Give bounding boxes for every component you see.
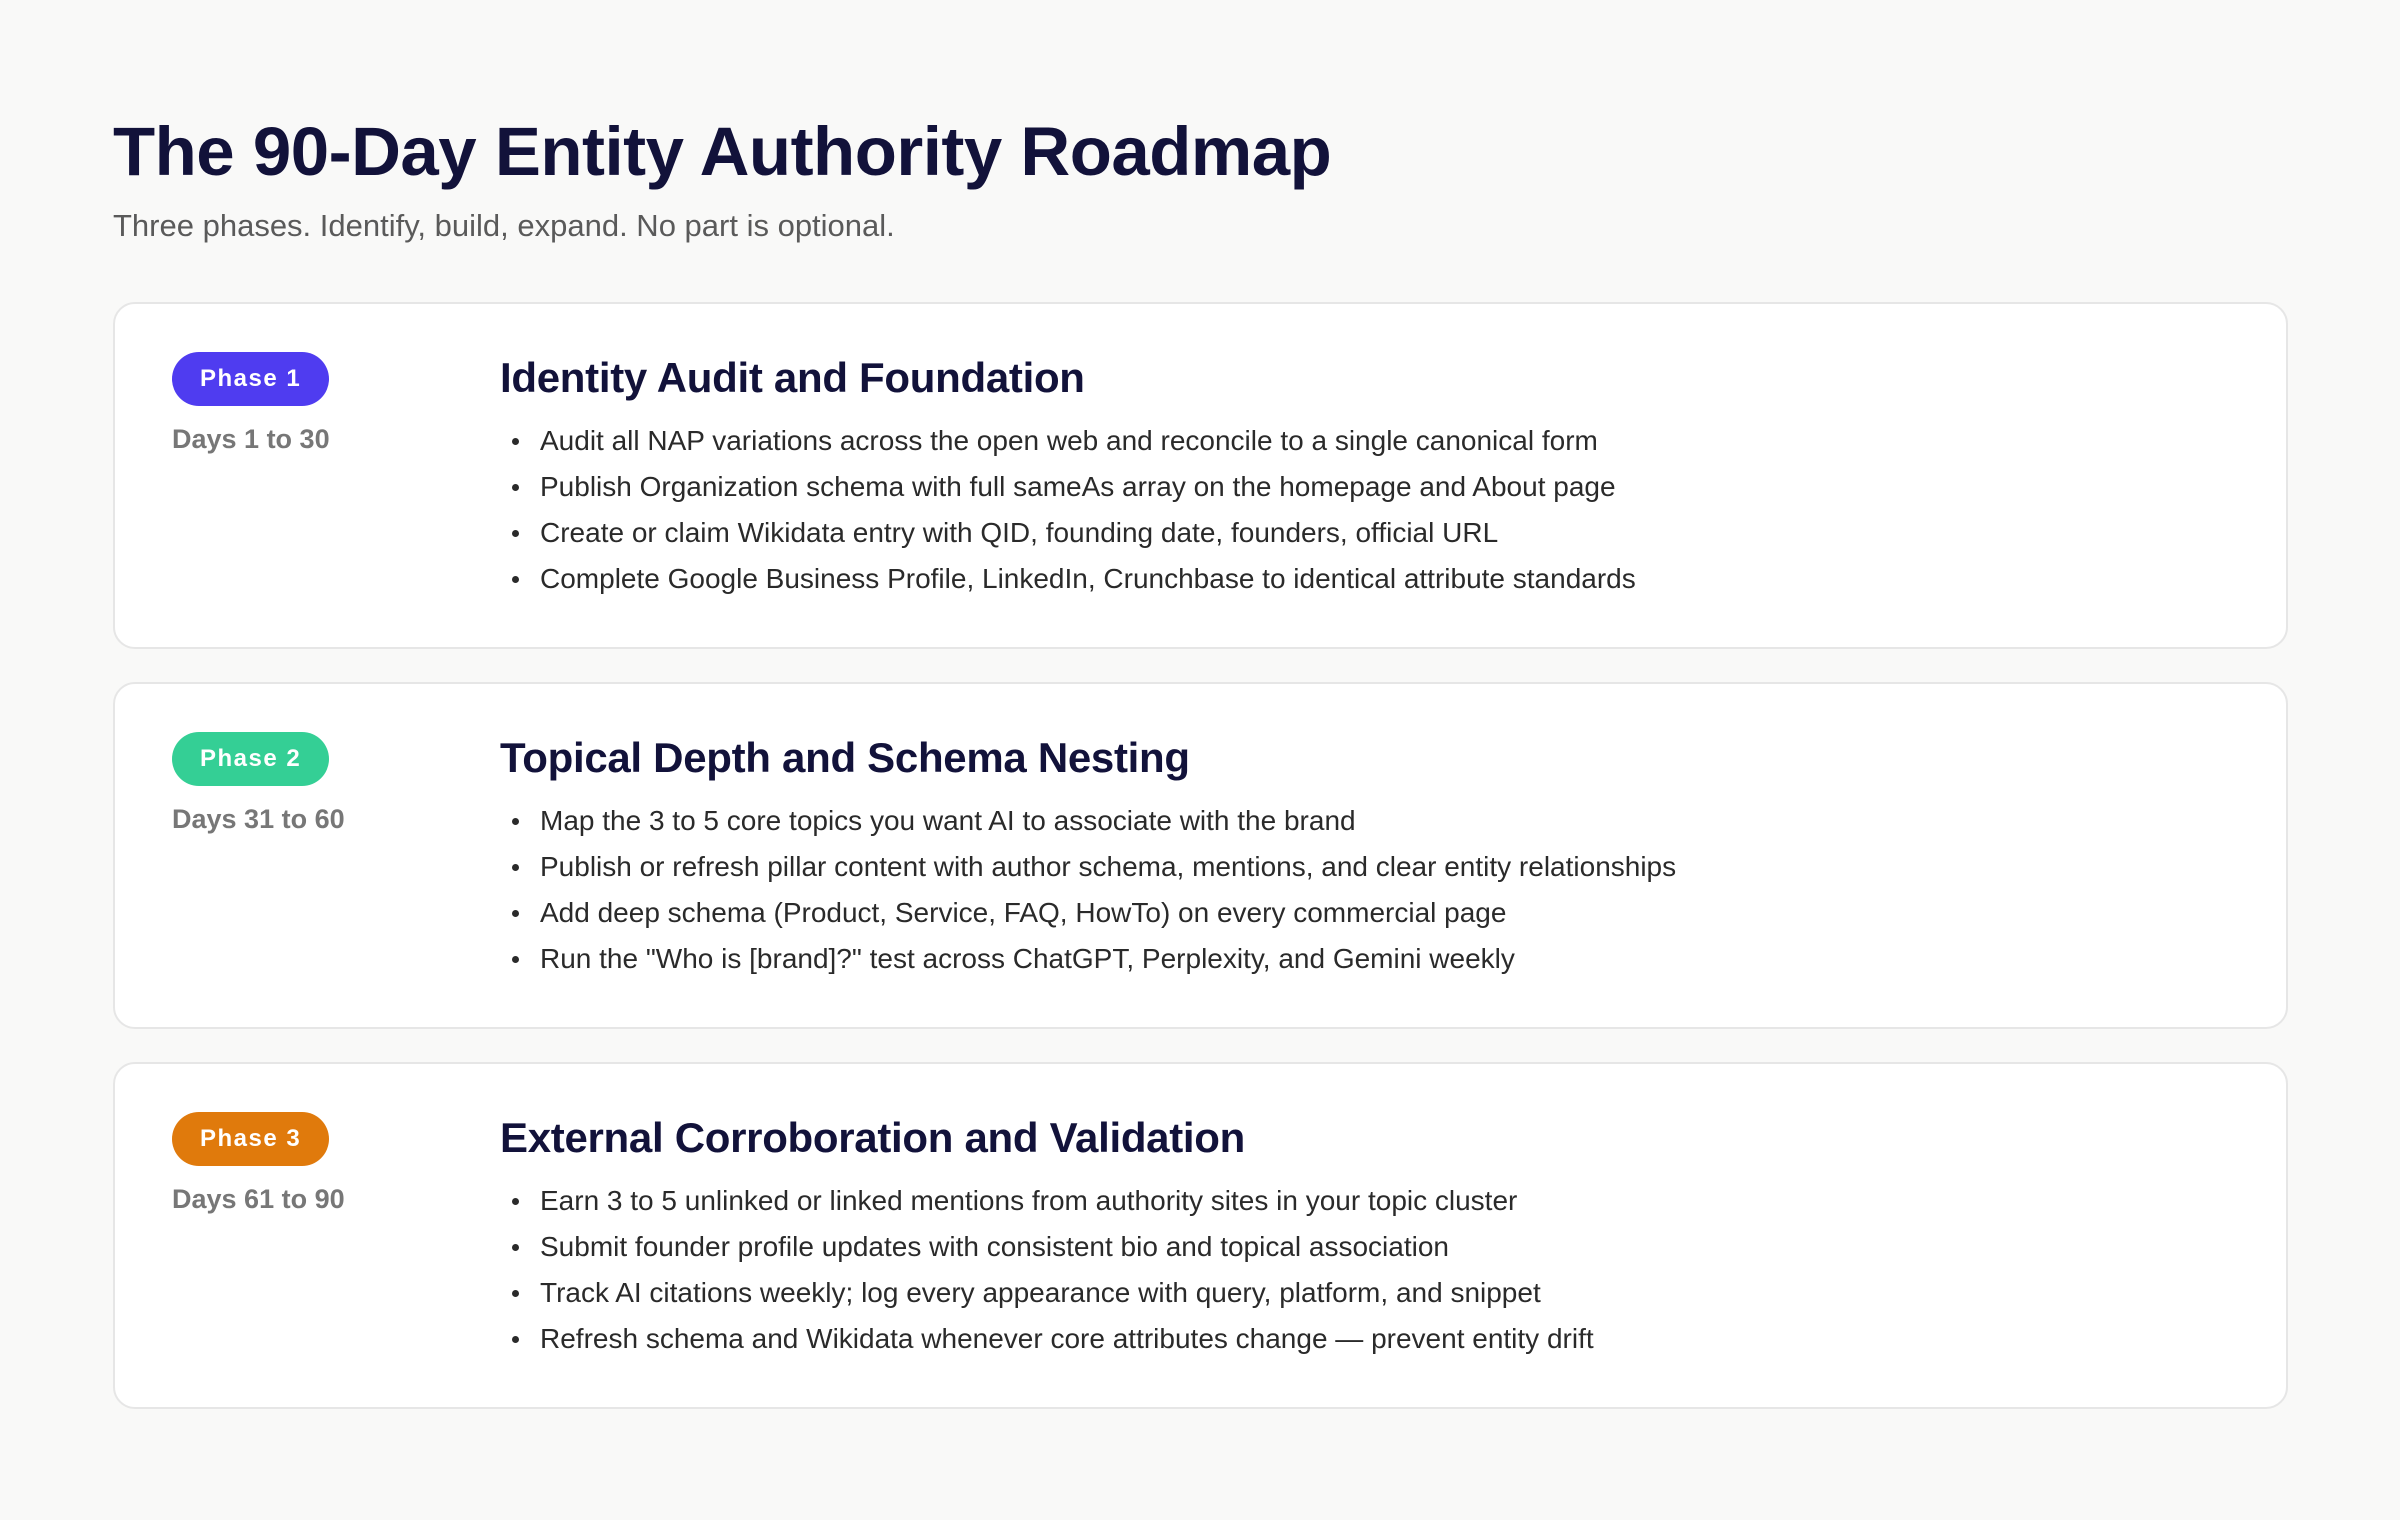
bullet-dot-icon — [512, 530, 519, 537]
phase-content — [500, 1110, 2240, 1362]
phase-task-list — [500, 418, 2240, 602]
phase-content — [500, 730, 2240, 982]
phase-task-item — [500, 1224, 2240, 1270]
bullet-dot-icon — [512, 438, 519, 445]
phase-days: Days 1 to 30 — [172, 424, 330, 454]
task-text: Earn 3 to 5 unlinked or linked mentions from authority sites in your topic cluster — [540, 1185, 1518, 1216]
phase-task-item — [500, 798, 2240, 844]
phase-task-item — [500, 844, 2240, 890]
phase-task-list — [500, 798, 2240, 982]
task-text: Refresh schema and Wikidata whenever core attributes change — prevent entity drift — [540, 1323, 1594, 1354]
task-text: Publish Organization schema with full sameAs array on the homepage and About page — [540, 471, 1616, 502]
phase-task-item — [500, 936, 2240, 982]
phase-task-item — [500, 1270, 2240, 1316]
phase-meta — [172, 1112, 492, 1216]
phase-content — [500, 350, 2240, 602]
page-subtitle: Three phases. Identify, build, expand. No part is optional. — [113, 208, 895, 243]
phase-card-2 — [113, 682, 2288, 1029]
bullet-dot-icon — [512, 1198, 519, 1205]
bullet-dot-icon — [512, 910, 519, 917]
phase-task-item — [500, 1316, 2240, 1362]
bullet-dot-icon — [512, 1290, 519, 1297]
phase-badge: Phase 2 — [172, 732, 329, 786]
task-text: Add deep schema (Product, Service, FAQ, HowTo) on every commercial page — [540, 897, 1507, 928]
bullet-dot-icon — [512, 956, 519, 963]
phase-task-item — [500, 556, 2240, 602]
bullet-dot-icon — [512, 1244, 519, 1251]
bullet-dot-icon — [512, 484, 519, 491]
task-text: Audit all NAP variations across the open web and reconcile to a single canonical form — [540, 425, 1598, 456]
phase-title: Topical Depth and Schema Nesting — [500, 734, 1190, 781]
task-text: Create or claim Wikidata entry with QID, founding date, founders, official URL — [540, 517, 1499, 548]
task-text: Publish or refresh pillar content with author schema, mentions, and clear entity relationships — [540, 851, 1677, 882]
phase-card-3 — [113, 1062, 2288, 1409]
phase-task-item — [500, 510, 2240, 556]
bullet-dot-icon — [512, 864, 519, 871]
phase-days: Days 61 to 90 — [172, 1184, 345, 1214]
page-title: The 90-Day Entity Authority Roadmap — [113, 113, 1332, 190]
phase-task-item — [500, 1178, 2240, 1224]
bullet-dot-icon — [512, 818, 519, 825]
phase-task-item — [500, 464, 2240, 510]
phase-days: Days 31 to 60 — [172, 804, 345, 834]
bullet-dot-icon — [512, 1336, 519, 1343]
phase-card-1 — [113, 302, 2288, 649]
task-text: Map the 3 to 5 core topics you want AI to associate with the brand — [540, 805, 1356, 836]
phase-meta — [172, 732, 492, 836]
phase-task-item — [500, 418, 2240, 464]
phase-meta — [172, 352, 492, 456]
task-text: Submit founder profile updates with consistent bio and topical association — [540, 1231, 1449, 1262]
phase-task-list — [500, 1178, 2240, 1362]
phase-badge: Phase 3 — [172, 1112, 329, 1166]
phase-task-item — [500, 890, 2240, 936]
phase-list — [113, 302, 2288, 1409]
task-text: Track AI citations weekly; log every appearance with query, platform, and snippet — [540, 1277, 1541, 1308]
roadmap-page — [113, 112, 2288, 1442]
bullet-dot-icon — [512, 576, 519, 583]
task-text: Run the "Who is [brand]?" test across ChatGPT, Perplexity, and Gemini weekly — [540, 943, 1515, 974]
phase-title: External Corroboration and Validation — [500, 1114, 1246, 1161]
phase-title: Identity Audit and Foundation — [500, 354, 1085, 401]
task-text: Complete Google Business Profile, LinkedIn, Crunchbase to identical attribute standards — [540, 563, 1636, 594]
phase-badge: Phase 1 — [172, 352, 329, 406]
